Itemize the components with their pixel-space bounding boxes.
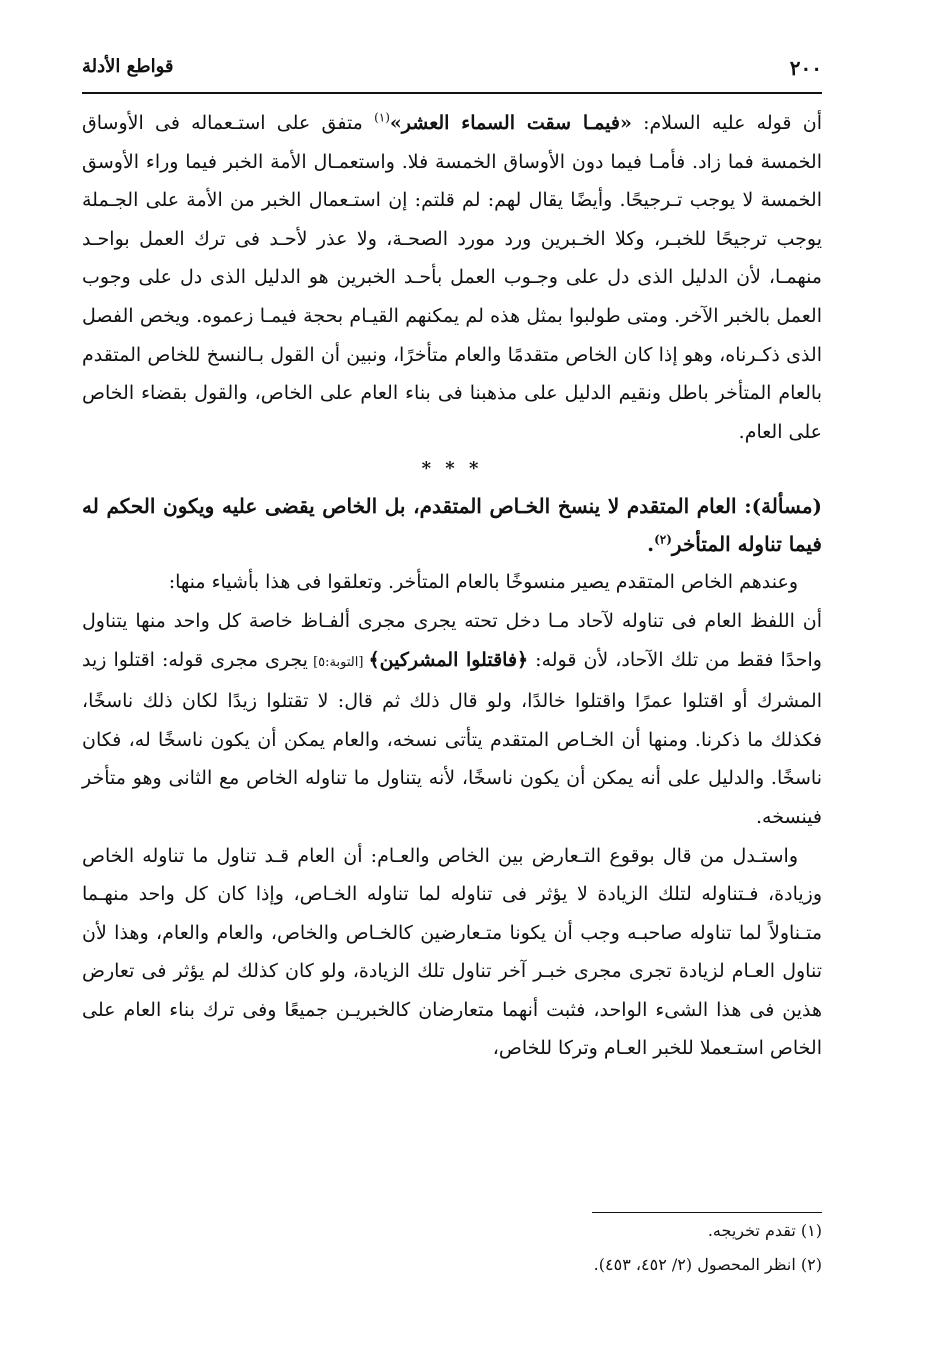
hadith-quote: «فيمـا سقت السماء العشر» (389, 112, 632, 134)
footnote-1: (١) تقدم تخريجه. (707, 1221, 822, 1240)
quran-citation: [التوبة:٥] (307, 654, 369, 670)
quran-quote: ﴿فاقتلوا المشركين﴾ (368, 648, 529, 671)
masala-heading: (مسألة): العام المتقدم لا ينسخ الخـاص المتقدم، بل الخاص يقضى عليه ويكون الحكم له فيما تناوله المتأخر$^{(٢)}$. (82, 494, 822, 557)
footnote-ref-1: (١) (374, 110, 390, 125)
page-header (82, 56, 822, 90)
main-text (82, 104, 822, 1068)
running-title: قواطع الأدلة (82, 56, 174, 77)
footnote-ref-2: (٢) (654, 532, 672, 547)
footnote-rule (592, 1212, 822, 1213)
paragraph-1: أن قوله عليه السلام: «فيمـا سقت السماء العشر»$^{(١)}$ متفق على استـعماله فى الأوساق الخمسة فما زاد. فأمـا فيما دون الأوساق الخمسة فلا. واستعمـال الأمة الخبر فيما وراء الأوسق الخمسة لا يوجب تـرجيحًا. وأيضًا يقال لهم: لم قلتم: إن استـعمال الخبر من الأمة على الجـملة يوجب ترجيحًا للخبـر، وكلا الخـبرين ورد مورد الصحـة، ولا عذر لأحـد فى ترك العمل بواحـد منهمـا، لأن الدليل الذى دل على وجـوب العمل بأحـد الخبرين هو الدليل الذى دل على وجوب العمل بالخبر الآخر. ومتى طولبوا بمثل هذه لم يمكنهم القيـام بحجة فيمـا زعموه. ويخص الفصل الذى ذكـرناه، وهو إذا كان الخاص متقدمًا والعام متأخرًا، ونبين أن القول بـالنسخ للخاص المتقدم بالعام المتأخر باطل ونقيم الدليل على مذهبنا فى بناء العام على الخاص، والقول بقضاء الخاص على العام. (82, 110, 822, 443)
paragraph-4: واستـدل من قال بوقوع التـعارض بين الخاص والعـام: أن العام قـد تناول ما تناوله الخاص وزيادة، فـتناوله لتلك الزيادة لا يؤثر فى تناوله لما تناوله الخـاص، وإذا كان كل واحد منهـما متـناولاً لما تناوله صاحبـه وجب أن يكونا متـعارضين كالخـاص والخاص، والعام والعام، وهذا لأن تناول العـام لزيادة تجرى مجرى خبـر آخر تناول تلك الزيادة، ولو كان كذلك لم يؤثر فى تعارض هذين فى هذا الشىء الواحد، فثبت أنهما متعارضان كالخبريـن جميعًا وفى ترك بناء العام على الخاص استـعملا للخبر العـام وتركا للخاص، (82, 844, 822, 1060)
footnote-2: (٢) انظر المحصول (٢/ ٤٥٢، ٤٥٣). (593, 1255, 822, 1274)
footnotes (82, 1214, 822, 1282)
header-rule (82, 92, 822, 94)
paragraph-3: أن اللفظ العام فى تناوله لآحاد مـا دخل تحته يجرى مجرى ألفـاظ خاصة كل واحد منها يتناول واحدًا فقط من تلك الآحاد، لأن قوله: ﴿فاقتلوا المشركين﴾ [التوبة:٥] يجرى مجرى قوله: اقتلوا زيد المشرك أو اقتلوا عمرًا واقتلوا خالدًا، ولو قال ذلك ثم قال: لا تقتلوا زيدًا لكان ذلك ناسخًا، فكذلك ما ذكرنا. ومنها أن الخـاص المتقدم يتأتى نسخه، والعام يمكن أن يكون ناسخًا له، فكان ناسخًا. والدليل على أنه يمكن أن يكون ناسخًا، لأنه يتناول ما تناوله الخاص مع الثانى وهو متأخر فينسخه. (82, 609, 822, 828)
paragraph-2: وعندهم الخاص المتقدم يصير منسوخًا بالعام المتأخر. وتعلقوا فى هذا بأشياء منها: (168, 571, 798, 594)
page-number: ٢٠٠ (789, 56, 822, 80)
section-separator: * * * (421, 458, 483, 480)
